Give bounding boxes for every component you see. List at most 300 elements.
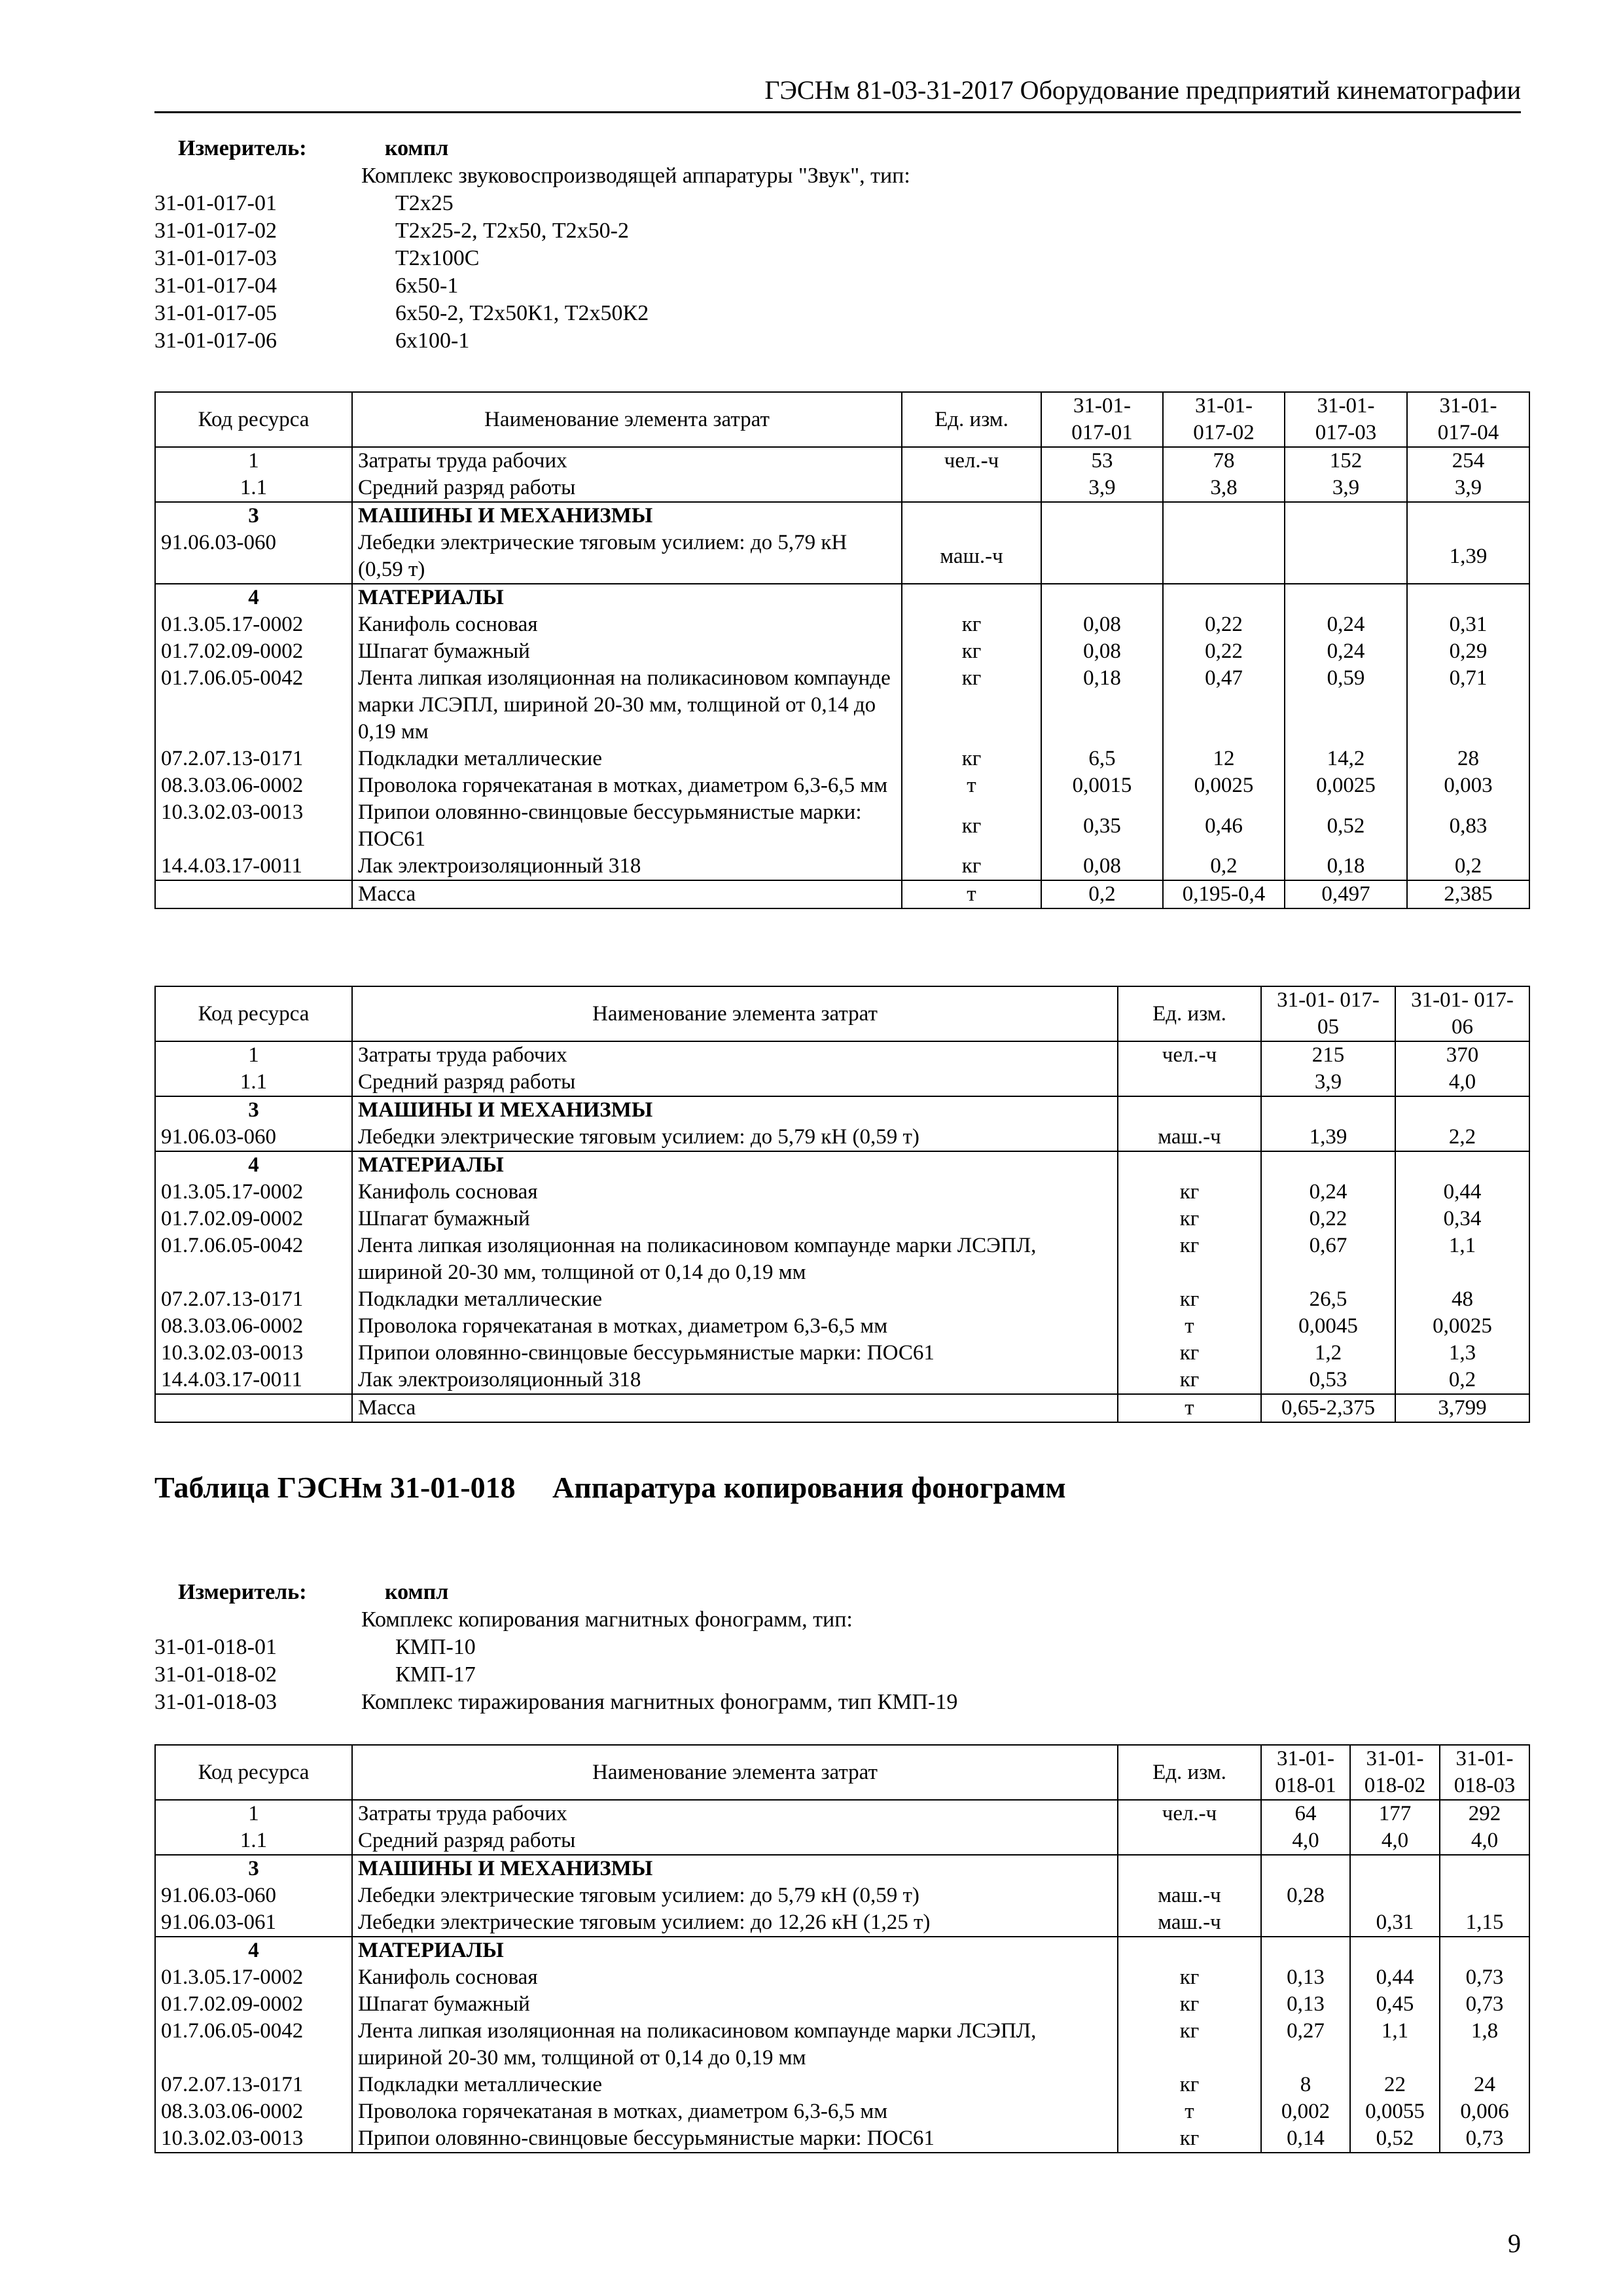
header-column-line: 017-04: [1437, 421, 1499, 444]
resource-code: 4: [155, 584, 352, 611]
norm-value: 1,1: [1395, 1232, 1529, 1286]
table-row: [155, 745, 1529, 772]
norm-value: 4,0: [1440, 1827, 1529, 1855]
table-row: [155, 529, 1529, 584]
cost-element-name: Лебедки электрические тяговым усилием: до 5,79 кН (0,59 т): [352, 1124, 1118, 1151]
meter-item-type: Т2х100С: [395, 246, 480, 270]
norm-value: 0,46: [1163, 799, 1285, 853]
cost-element-name: МАТЕРИАЛЫ: [352, 1937, 1118, 1964]
header-name: Наименование элемента затрат: [352, 392, 902, 447]
cost-element-name: Средний разряд работы: [352, 475, 902, 502]
meter-item-code: 31-01-017-03: [154, 246, 277, 270]
norm-value: 0,71: [1407, 665, 1529, 745]
table-number: Таблица ГЭСНм 31-01-018: [154, 1471, 516, 1504]
norm-value: 0,45: [1350, 1991, 1440, 2018]
resource-code: 1: [155, 1041, 352, 1069]
unit: кг: [1118, 1179, 1261, 1206]
meter-description: Комплекс звуковоспроизводящей аппаратуры "Звук", тип:: [361, 164, 910, 188]
table-row: [155, 1991, 1529, 2018]
table-row: [155, 1286, 1529, 1313]
cost-element-name: Шпагат бумажный: [352, 638, 902, 665]
norm-value: 370: [1395, 1041, 1529, 1069]
norm-value: 0,0025: [1395, 1313, 1529, 1340]
table-row: [155, 1340, 1529, 1367]
header-column-line: 31-01-: [1455, 1747, 1514, 1770]
norm-value: 0,52: [1285, 799, 1407, 853]
table-row: [155, 502, 1529, 529]
meter-item-type: КМП-17: [395, 1662, 476, 1687]
table-row: [155, 1179, 1529, 1206]
header-column-line: 31-01-: [1317, 394, 1375, 418]
resource-code: 1.1: [155, 1069, 352, 1096]
norm-value: 0,59: [1285, 665, 1407, 745]
norm-value: [1041, 584, 1163, 611]
table-row: [155, 638, 1529, 665]
table-row: [155, 2098, 1529, 2125]
norm-value: [1350, 1937, 1440, 1964]
table-row: [155, 1206, 1529, 1232]
norm-value: 0,13: [1261, 1964, 1350, 1991]
norm-value: [1261, 1855, 1350, 1882]
header-column-line: 018-01: [1275, 1774, 1336, 1797]
norm-value: 0,13: [1261, 1991, 1350, 2018]
norm-value: 0,22: [1163, 638, 1285, 665]
unit: [1118, 1855, 1261, 1882]
table-row: [155, 1069, 1529, 1096]
header-column-code: [1163, 392, 1285, 447]
resource-code: 07.2.07.13-0171: [155, 745, 352, 772]
norm-value: [1285, 529, 1407, 584]
resource-code: 01.7.02.09-0002: [155, 638, 352, 665]
norm-value: 177: [1350, 1800, 1440, 1827]
table-row: [155, 2072, 1529, 2098]
resource-code: 91.06.03-060: [155, 1124, 352, 1151]
norm-value: [1261, 1151, 1395, 1179]
resource-code: 01.7.06.05-0042: [155, 1232, 352, 1286]
resource-code: 01.7.02.09-0002: [155, 1991, 352, 2018]
header-unit: Ед. изм.: [902, 392, 1041, 447]
norm-value: [1440, 1882, 1529, 1909]
unit: кг: [1118, 1340, 1261, 1367]
norm-value: 0,18: [1285, 853, 1407, 880]
header-column-code: [1261, 986, 1395, 1041]
resource-code: 01.3.05.17-0002: [155, 611, 352, 638]
meter-item-type: 6х50-1: [395, 274, 459, 298]
meter-block-2: [154, 1579, 1529, 1716]
unit: кг: [902, 799, 1041, 853]
resource-code: 10.3.02.03-0013: [155, 1340, 352, 1367]
table-row: [155, 1124, 1529, 1151]
meter-item: [154, 245, 1529, 272]
resource-table-017-01-04: [154, 391, 1529, 909]
header-code: Код ресурса: [155, 986, 352, 1041]
norm-value: 0,0015: [1041, 772, 1163, 799]
header-column-line: 31-01-: [1439, 394, 1497, 418]
header-code: Код ресурса: [155, 1745, 352, 1800]
unit: маш.-ч: [902, 529, 1041, 584]
table-heading: [154, 1469, 1136, 1507]
norm-value: 0,22: [1163, 611, 1285, 638]
cost-element-name: Лента липкая изоляционная на поликасиновом компаунде марки ЛСЭПЛ, шириной 20-30 мм, толщиной от 0,14 до 0,19 мм: [352, 1232, 1118, 1286]
norm-value: 0,73: [1440, 1991, 1529, 2018]
norm-value: 0,35: [1041, 799, 1163, 853]
table-row: [155, 665, 1529, 745]
header-column-code: [1285, 392, 1407, 447]
resource-table-018: [154, 1744, 1529, 2153]
meter-unit: компл: [385, 1580, 449, 1604]
norm-value: 4,0: [1261, 1827, 1350, 1855]
norm-value: 3,9: [1261, 1069, 1395, 1096]
norm-value: [1440, 1937, 1529, 1964]
table-row: [155, 1909, 1529, 1937]
table-row: [155, 1232, 1529, 1286]
cost-element-name: Лебедки электрические тяговым усилием: до 12,26 кН (1,25 т): [352, 1909, 1118, 1937]
cost-element-name: МАШИНЫ И МЕХАНИЗМЫ: [352, 1855, 1118, 1882]
cost-element-name: МАШИНЫ И МЕХАНИЗМЫ: [352, 1096, 1118, 1124]
cost-element-name: Припои оловянно-свинцовые бессурьмянистые марки: ПОС61: [352, 799, 902, 853]
resource-code: 01.3.05.17-0002: [155, 1964, 352, 1991]
norm-value: 24: [1440, 2072, 1529, 2098]
cost-element-name: МАТЕРИАЛЫ: [352, 1151, 1118, 1179]
unit: маш.-ч: [1118, 1124, 1261, 1151]
unit: кг: [1118, 2125, 1261, 2153]
meter-item-type: Т2х25-2, Т2х50, Т2х50-2: [395, 219, 629, 243]
norm-value: 0,22: [1261, 1206, 1395, 1232]
unit: кг: [1118, 1206, 1261, 1232]
norm-value: 0,73: [1440, 2125, 1529, 2153]
header-column-line: 31-01- 017-: [1411, 988, 1514, 1012]
norm-value: 254: [1407, 447, 1529, 475]
cost-element-name: Припои оловянно-свинцовые бессурьмянистые марки: ПОС61: [352, 1340, 1118, 1367]
table-row: [155, 1882, 1529, 1909]
norm-value: 0,0055: [1350, 2098, 1440, 2125]
table-row: [155, 799, 1529, 853]
header-unit: Ед. изм.: [1118, 1745, 1261, 1800]
unit: кг: [1118, 1964, 1261, 1991]
resource-code: 01.7.06.05-0042: [155, 2018, 352, 2072]
norm-value: 0,44: [1350, 1964, 1440, 1991]
cost-element-name: Лента липкая изоляционная на поликасиновом компаунде марки ЛСЭПЛ, шириной 20-30 мм, толщиной от 0,14 до 0,19 мм: [352, 665, 902, 745]
norm-value: 292: [1440, 1800, 1529, 1827]
norm-value: 0,08: [1041, 611, 1163, 638]
table-row: [155, 1937, 1529, 1964]
norm-value: 12: [1163, 745, 1285, 772]
norm-value: 0,08: [1041, 853, 1163, 880]
norm-value: 0,27: [1261, 2018, 1350, 2072]
unit: т: [1118, 2098, 1261, 2125]
cost-element-name: Лебедки электрические тяговым усилием: до 5,79 кН (0,59 т): [352, 529, 902, 584]
header-column-line: 31-01-: [1277, 1747, 1334, 1770]
meter-item: [154, 300, 1529, 327]
header-column-line: 018-03: [1454, 1774, 1516, 1797]
table-row: [155, 1096, 1529, 1124]
table-header-row: [155, 1745, 1529, 1800]
resource-code: 1.1: [155, 1827, 352, 1855]
table-title: Аппаратура копирования фонограмм: [552, 1471, 1066, 1504]
cost-element-name: Подкладки металлические: [352, 745, 902, 772]
resource-code: 08.3.03.06-0002: [155, 2098, 352, 2125]
norm-value: [1261, 1937, 1350, 1964]
resource-table-017-05-06: [154, 986, 1529, 1423]
norm-value: 0,83: [1407, 799, 1529, 853]
meter-item: [154, 1661, 1529, 1689]
resource-code: 10.3.02.03-0013: [155, 799, 352, 853]
norm-value: 3,9: [1285, 475, 1407, 502]
norm-value: 0,0025: [1163, 772, 1285, 799]
unit: [1118, 1096, 1261, 1124]
table-row: [155, 1151, 1529, 1179]
meter-item-type: 6х50-2, Т2х50К1, Т2х50К2: [395, 301, 649, 325]
norm-value: 0,28: [1261, 1882, 1350, 1909]
header-column-line: 018-02: [1364, 1774, 1426, 1797]
cost-element-name: Затраты труда рабочих: [352, 1041, 1118, 1069]
cost-element-name: Канифоль сосновая: [352, 1179, 1118, 1206]
norm-value: [1395, 1096, 1529, 1124]
resource-code: 07.2.07.13-0171: [155, 2072, 352, 2098]
norm-value: 22: [1350, 2072, 1440, 2098]
norm-value: 0,002: [1261, 2098, 1350, 2125]
norm-value: 0,2: [1041, 880, 1163, 908]
header-column-code: [1041, 392, 1163, 447]
header-column-line: 017-03: [1315, 421, 1377, 444]
unit: кг: [902, 745, 1041, 772]
norm-value: [1285, 584, 1407, 611]
meter-item-code: 31-01-017-01: [154, 191, 277, 215]
norm-value: 0,65-2,375: [1261, 1394, 1395, 1422]
norm-value: 0,44: [1395, 1179, 1529, 1206]
resource-code: 14.4.03.17-0011: [155, 853, 352, 880]
unit: маш.-ч: [1118, 1909, 1261, 1937]
norm-value: 0,31: [1350, 1909, 1440, 1937]
header-column-code: [1395, 986, 1529, 1041]
resource-code: 08.3.03.06-0002: [155, 772, 352, 799]
norm-value: 0,24: [1285, 638, 1407, 665]
table-row: [155, 772, 1529, 799]
meter-item-code: 31-01-017-02: [154, 219, 277, 243]
table-row: [155, 475, 1529, 502]
table-row: [155, 584, 1529, 611]
meter-item: [154, 1634, 1529, 1661]
cost-element-name: Канифоль сосновая: [352, 611, 902, 638]
resource-code: 3: [155, 502, 352, 529]
norm-value: 215: [1261, 1041, 1395, 1069]
norm-value: [1163, 529, 1285, 584]
meter-item-code: 31-01-018-01: [154, 1635, 277, 1659]
header-column-line: 31-01-: [1366, 1747, 1424, 1770]
cost-element-name: Затраты труда рабочих: [352, 1800, 1118, 1827]
cost-element-name: Лента липкая изоляционная на поликасиновом компаунде марки ЛСЭПЛ, шириной 20-30 мм, толщиной от 0,14 до 0,19 мм: [352, 2018, 1118, 2072]
norm-value: 14,2: [1285, 745, 1407, 772]
meter-label: Измеритель:: [178, 136, 307, 160]
unit: кг: [902, 611, 1041, 638]
meter-block-1: [154, 135, 1529, 355]
unit: [902, 584, 1041, 611]
norm-value: 48: [1395, 1286, 1529, 1313]
unit: кг: [1118, 2072, 1261, 2098]
meter-label: Измеритель:: [178, 1580, 307, 1604]
cost-element-name: Средний разряд работы: [352, 1069, 1118, 1096]
meter-item: [154, 190, 1529, 217]
cost-element-name: МАШИНЫ И МЕХАНИЗМЫ: [352, 502, 902, 529]
cost-element-name: МАТЕРИАЛЫ: [352, 584, 902, 611]
norm-value: 64: [1261, 1800, 1350, 1827]
unit: [1118, 1069, 1261, 1096]
table-row: [155, 2125, 1529, 2153]
norm-value: 3,8: [1163, 475, 1285, 502]
norm-value: 0,2: [1407, 853, 1529, 880]
table-row: [155, 880, 1529, 908]
running-header: ГЭСНм 81-03-31-2017 Оборудование предприятий кинематографии: [154, 73, 1521, 113]
resource-code: 91.06.03-060: [155, 1882, 352, 1909]
header-name: Наименование элемента затрат: [352, 986, 1118, 1041]
meter-description: Комплекс копирования магнитных фонограмм, тип:: [361, 1607, 853, 1632]
norm-value: 152: [1285, 447, 1407, 475]
table-row: [155, 1827, 1529, 1855]
norm-value: 28: [1407, 745, 1529, 772]
header-unit: Ед. изм.: [1118, 986, 1261, 1041]
unit: т: [902, 880, 1041, 908]
norm-value: 0,2: [1163, 853, 1285, 880]
cost-element-name: Лак электроизоляционный 318: [352, 1367, 1118, 1394]
norm-value: 2,385: [1407, 880, 1529, 908]
cost-element-name: Средний разряд работы: [352, 1827, 1118, 1855]
norm-value: 0,34: [1395, 1206, 1529, 1232]
unit: [1118, 1937, 1261, 1964]
header-column-line: 06: [1452, 1015, 1473, 1039]
meter-item-code: 31-01-018-02: [154, 1662, 277, 1687]
norm-value: 3,799: [1395, 1394, 1529, 1422]
table-header-row: [155, 392, 1529, 447]
table-row: [155, 1394, 1529, 1422]
unit: кг: [1118, 2018, 1261, 2072]
cost-element-name: Лак электроизоляционный 318: [352, 853, 902, 880]
cost-element-name: Масса: [352, 1394, 1118, 1422]
unit: чел.-ч: [1118, 1800, 1261, 1827]
norm-value: [1261, 1096, 1395, 1124]
meter-item-type: КМП-10: [395, 1635, 476, 1659]
meter-item-code: 31-01-017-05: [154, 301, 277, 325]
meter-item-type: 6х100-1: [395, 329, 470, 353]
cost-element-name: Шпагат бумажный: [352, 1206, 1118, 1232]
header-column-line: 05: [1317, 1015, 1339, 1039]
unit: кг: [902, 638, 1041, 665]
meter-item: [154, 327, 1529, 355]
resource-code: 01.3.05.17-0002: [155, 1179, 352, 1206]
norm-value: 0,08: [1041, 638, 1163, 665]
resource-code: 1: [155, 1800, 352, 1827]
header-column-line: 31-01-: [1073, 394, 1131, 418]
norm-value: 0,47: [1163, 665, 1285, 745]
header-column-line: 017-02: [1193, 421, 1255, 444]
header-column-line: 017-01: [1071, 421, 1133, 444]
norm-value: 1,39: [1407, 529, 1529, 584]
resource-code: 01.7.02.09-0002: [155, 1206, 352, 1232]
norm-value: [1350, 1855, 1440, 1882]
norm-value: 0,53: [1261, 1367, 1395, 1394]
header-name: Наименование элемента затрат: [352, 1745, 1118, 1800]
norm-value: 0,67: [1261, 1232, 1395, 1286]
table-row: [155, 611, 1529, 638]
resource-code: 10.3.02.03-0013: [155, 2125, 352, 2153]
resource-code: [155, 880, 352, 908]
norm-value: 4,0: [1350, 1827, 1440, 1855]
cost-element-name: Проволока горячекатаная в мотках, диаметром 6,3-6,5 мм: [352, 1313, 1118, 1340]
unit: т: [1118, 1394, 1261, 1422]
norm-value: [1163, 584, 1285, 611]
unit: кг: [902, 853, 1041, 880]
table-header-row: [155, 986, 1529, 1041]
norm-value: 0,2: [1395, 1367, 1529, 1394]
cost-element-name: Затраты труда рабочих: [352, 447, 902, 475]
resource-code: 14.4.03.17-0011: [155, 1367, 352, 1394]
meter-unit: компл: [385, 136, 449, 160]
norm-value: 1,15: [1440, 1909, 1529, 1937]
meter-item-code: 31-01-018-03: [154, 1690, 277, 1714]
meter-item: [154, 1689, 1529, 1716]
norm-value: 3,9: [1407, 475, 1529, 502]
table-row: [155, 1041, 1529, 1069]
meter-item-code: 31-01-017-06: [154, 329, 277, 353]
unit: кг: [1118, 1286, 1261, 1313]
unit: [902, 475, 1041, 502]
norm-value: [1041, 502, 1163, 529]
cost-element-name: Шпагат бумажный: [352, 1991, 1118, 2018]
unit: [902, 502, 1041, 529]
table-row: [155, 447, 1529, 475]
norm-value: 0,73: [1440, 1964, 1529, 1991]
cost-element-name: Припои оловянно-свинцовые бессурьмянистые марки: ПОС61: [352, 2125, 1118, 2153]
norm-value: 3,9: [1041, 475, 1163, 502]
norm-value: 0,14: [1261, 2125, 1350, 2153]
norm-value: 0,31: [1407, 611, 1529, 638]
norm-value: [1261, 1909, 1350, 1937]
norm-value: 0,24: [1261, 1179, 1395, 1206]
norm-value: 1,2: [1261, 1340, 1395, 1367]
norm-value: 4,0: [1395, 1069, 1529, 1096]
resource-code: 3: [155, 1855, 352, 1882]
resource-code: 91.06.03-060: [155, 529, 352, 584]
resource-code: 1: [155, 447, 352, 475]
cost-element-name: Проволока горячекатаная в мотках, диаметром 6,3-6,5 мм: [352, 2098, 1118, 2125]
meter-item: [154, 272, 1529, 300]
norm-value: 26,5: [1261, 1286, 1395, 1313]
norm-value: [1041, 529, 1163, 584]
unit: кг: [902, 665, 1041, 745]
resource-code: 08.3.03.06-0002: [155, 1313, 352, 1340]
cost-element-name: Подкладки металлические: [352, 2072, 1118, 2098]
meter-item: [154, 217, 1529, 245]
norm-value: [1440, 1855, 1529, 1882]
norm-value: [1163, 502, 1285, 529]
cost-element-name: Подкладки металлические: [352, 1286, 1118, 1313]
page-number: 9: [1508, 2229, 1521, 2258]
resource-code: 01.7.06.05-0042: [155, 665, 352, 745]
norm-value: 8: [1261, 2072, 1350, 2098]
norm-value: 1,3: [1395, 1340, 1529, 1367]
resource-code: 3: [155, 1096, 352, 1124]
norm-value: [1407, 502, 1529, 529]
unit: кг: [1118, 1991, 1261, 2018]
table-row: [155, 2018, 1529, 2072]
unit: маш.-ч: [1118, 1882, 1261, 1909]
unit: кг: [1118, 1367, 1261, 1394]
header-column-code: [1261, 1745, 1350, 1800]
norm-value: 6,5: [1041, 745, 1163, 772]
norm-value: 0,29: [1407, 638, 1529, 665]
header-code: Код ресурса: [155, 392, 352, 447]
meter-item-type: Комплекс тиражирования магнитных фонограмм, тип КМП-19: [361, 1690, 958, 1714]
cost-element-name: Проволока горячекатаная в мотках, диаметром 6,3-6,5 мм: [352, 772, 902, 799]
